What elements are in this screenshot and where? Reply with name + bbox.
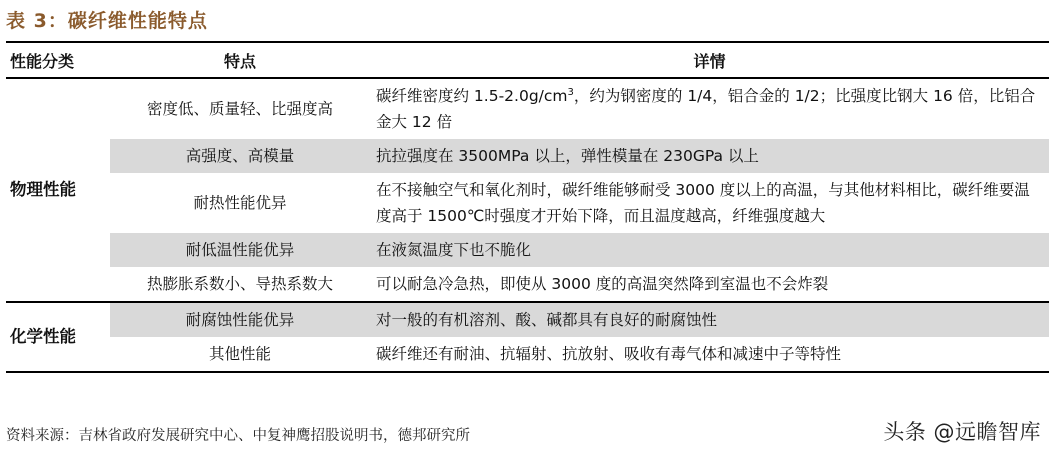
table-title: 表 3：碳纤维性能特点 (6, 10, 208, 32)
feature-cell: 耐热性能优异 (193, 194, 287, 212)
feature-cell: 热膨胀系数小、导热系数大 (110, 267, 370, 302)
detail-cell: 在不接触空气和氧化剂时，碳纤维能够耐受 3000 度以上的高温，与其他材料相比，碳纤维要温度高于 1500℃时强度才开始下降，而且温度越高，纤维强度越大 (376, 181, 1030, 225)
category-physical: 物理性能 (6, 78, 110, 302)
feature-cell: 耐低温性能优异 (110, 233, 370, 267)
table-row (6, 267, 1049, 302)
detail-cell: 碳纤维还有耐油、抗辐射、抗放射、吸收有毒气体和减速中子等特性 (370, 337, 1049, 372)
table-row (6, 139, 1049, 173)
feature-cell: 高强度、高模量 (110, 139, 370, 173)
detail-cell: 抗拉强度在 3500MPa 以上，弹性模量在 230GPa 以上 (370, 139, 1049, 173)
source-note: 资料来源：吉林省政府发展研究中心、中复神鹰招股说明书，德邦研究所 (6, 428, 470, 444)
category-chemical: 化学性能 (6, 302, 110, 372)
table-row (6, 78, 1049, 139)
detail-cell: 对一般的有机溶剂、酸、碱都具有良好的耐腐蚀性 (370, 302, 1049, 337)
detail-cell (370, 78, 1049, 139)
feature-cell: 耐腐蚀性能优异 (110, 302, 370, 337)
table-row (6, 173, 1049, 233)
detail-text: 碳纤维密度约 1.5-2.0g/cm (376, 87, 568, 105)
table-row (6, 233, 1049, 267)
properties-table (6, 41, 1049, 373)
detail-superscript: 3 (567, 86, 574, 98)
feature-cell: 其他性能 (110, 337, 370, 372)
detail-cell: 在液氮温度下也不脆化 (370, 233, 1049, 267)
properties-table-container (6, 41, 1049, 373)
detail-cell: 可以耐急冷急热，即使从 3000 度的高温突然降到室温也不会炸裂 (370, 267, 1049, 302)
table-header-row (6, 42, 1049, 78)
header-feature: 特点 (110, 42, 370, 78)
watermark-logo: 头条 @远瞻智库 (883, 420, 1041, 444)
header-detail: 详情 (370, 42, 1049, 78)
table-row (6, 337, 1049, 372)
header-category: 性能分类 (6, 42, 110, 78)
table-row (6, 302, 1049, 337)
feature-cell: 密度低、质量轻、比强度高 (146, 100, 333, 118)
detail-text: ，约为钢密度的 1/4，铝合金的 1/2；比强度比钢大 16 倍，比铝合金大 12 倍 (376, 87, 1036, 131)
